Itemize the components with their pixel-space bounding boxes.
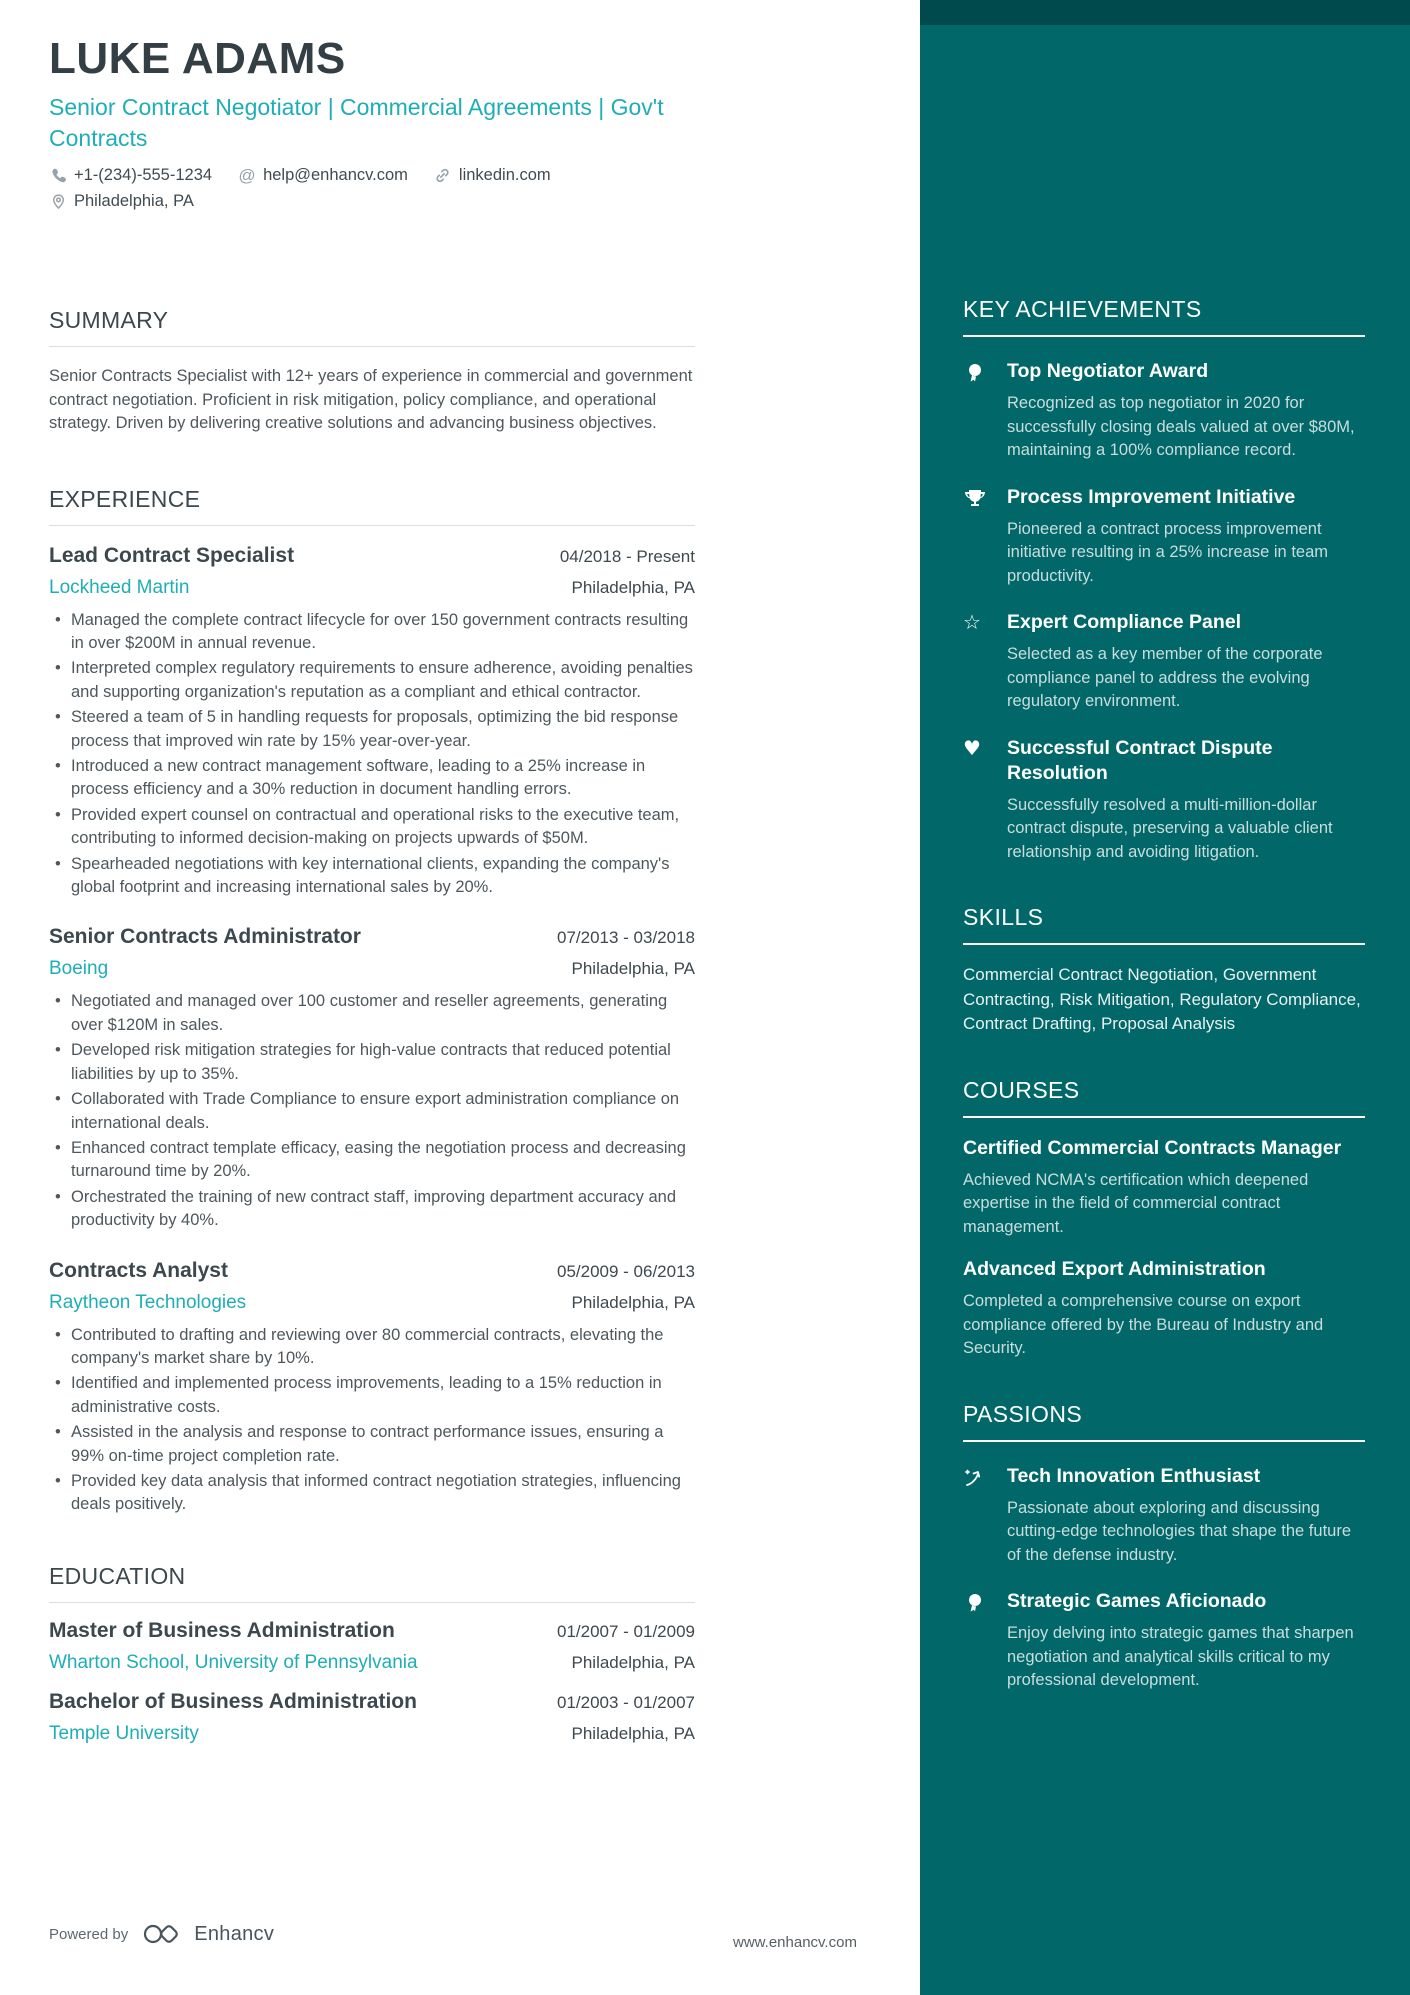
location-item — [49, 192, 194, 211]
enhancv-logo[interactable] — [142, 1922, 180, 1946]
degree-location: Philadelphia, PA — [571, 1723, 695, 1743]
email-address: help@enhancv.com — [263, 166, 408, 185]
achievement-desc: Selected as a key member of the corporate compliance panel to address the evolving regulatory environment. — [1007, 645, 1323, 710]
skills-heading: SKILLS — [963, 904, 1044, 930]
summary-text: Senior Contracts Specialist with 12+ years of experience in commercial and government contract negotiation. Proficient in risk mitigation, policy compliance, and operational strategy. Driven by delivering creative solutions and advancing business objectives. — [49, 367, 693, 433]
section-divider — [49, 525, 695, 526]
location-text: Philadelphia, PA — [74, 192, 194, 211]
bullet: • Negotiated and managed over 100 customer and reseller agreements, generating over $120M in sales. — [49, 990, 695, 1037]
job-entry — [49, 544, 695, 900]
passion-item — [963, 1464, 1365, 1568]
experience-heading: EXPERIENCE — [49, 485, 201, 512]
section-experience — [49, 486, 695, 1517]
powered-by-label: Powered by — [49, 1925, 129, 1943]
passion-item — [963, 1589, 1365, 1693]
bullet: • Steered a team of 5 in handling requests for proposals, optimizing the bid response process that improved win rate by 15% year-over-year. — [49, 706, 695, 753]
games-icon — [963, 1589, 1007, 1693]
star-icon: ☆ — [963, 610, 981, 634]
phone-number: +1-(234)-555-1234 — [74, 166, 213, 185]
job-bullets — [49, 990, 695, 1232]
school-name: Temple University — [49, 1722, 199, 1744]
job-dates: 07/2013 - 03/2018 — [556, 928, 695, 948]
section-key-achievements — [963, 296, 1365, 864]
job-title: Lead Contract Specialist — [49, 543, 295, 567]
heart-icon: ♥ — [963, 735, 981, 760]
achievement-title: Successful Contract Dispute Resolution — [1007, 736, 1273, 784]
medal-icon — [963, 359, 1007, 463]
email-contact[interactable] — [238, 166, 408, 185]
job-entry — [49, 1259, 695, 1517]
achievement-desc: Pioneered a contract process improvement initiative resulting in a 25% increase in team productivity. — [1007, 519, 1329, 585]
degree-title: Bachelor of Business Administration — [49, 1689, 417, 1713]
degree-title: Master of Business Administration — [49, 1618, 395, 1642]
course-title: Certified Commercial Contracts Manager — [963, 1136, 1342, 1159]
degree-dates: 01/2007 - 01/2009 — [556, 1621, 695, 1641]
job-entry — [49, 925, 695, 1232]
section-divider — [963, 943, 1365, 945]
company-name: Boeing — [49, 958, 109, 980]
section-courses — [963, 1077, 1365, 1361]
bullet: • Enhanced contract template efficacy, easing the negotiation process and decreasing turnaround time by 20%. — [49, 1137, 695, 1184]
passion-title: Tech Innovation Enthusiast — [1007, 1464, 1261, 1487]
bullet: • Managed the complete contract lifecycle for over 150 government contracts resulting in over $200M in annual revenue. — [49, 609, 695, 656]
achievement-desc: Recognized as top negotiator in 2020 for successfully closing deals valued at over $80M, maintaining a 100% compliance record. — [1007, 394, 1355, 459]
contact-row — [49, 166, 695, 185]
sidebar-top-strip — [920, 0, 1410, 25]
website-link[interactable]: www.enhancv.com — [733, 1934, 857, 1951]
degree-dates: 01/2003 - 01/2007 — [556, 1692, 695, 1712]
sidebar — [920, 0, 1410, 1995]
section-divider — [49, 1602, 695, 1603]
bullet: • Identified and implemented process improvements, leading to a 15% reduction in administrative costs. — [49, 1372, 695, 1419]
footer-branding — [49, 1922, 274, 1946]
link-icon — [434, 167, 452, 185]
passions-heading: PASSIONS — [963, 1400, 1083, 1427]
course-item — [963, 1136, 1365, 1240]
section-divider — [49, 346, 695, 347]
achievement-desc: Successfully resolved a multi-million-dollar contract dispute, preserving a valuable client relationship and avoiding litigation. — [1007, 795, 1333, 861]
company-name: Lockheed Martin — [49, 576, 190, 598]
linkedin-url: linkedin.com — [458, 166, 551, 185]
achievement-title: Process Improvement Initiative — [1007, 485, 1296, 508]
achievement-item — [963, 485, 1365, 589]
bullet: • Provided expert counsel on contractual and operational risks to the executive team, contributing to informed decision-making on projects upwards of $50M. — [49, 804, 695, 851]
job-title: Contracts Analyst — [49, 1258, 228, 1282]
location-pin-icon — [49, 193, 67, 211]
school-name: Wharton School, University of Pennsylvania — [49, 1651, 418, 1673]
phone-icon — [49, 167, 67, 185]
bullet: • Spearheaded negotiations with key international clients, expanding the company's global footprint and increasing international sales by 20%. — [49, 853, 695, 900]
achievement-title: Expert Compliance Panel — [1007, 611, 1242, 633]
summary-heading: SUMMARY — [49, 307, 169, 334]
bullet: • Developed risk mitigation strategies for high-value contracts that reduced potential liabilities by up to 35%. — [49, 1039, 695, 1086]
job-bullets — [49, 1324, 695, 1517]
section-divider — [963, 1116, 1365, 1118]
degree-location: Philadelphia, PA — [571, 1652, 695, 1672]
course-desc: Achieved NCMA's certification which deepened expertise in the field of commercial contract management. — [963, 1170, 1309, 1236]
passion-desc: Enjoy delving into strategic games that sharpen negotiation and analytical skills critical to my professional development. — [1007, 1624, 1354, 1689]
innovation-arrow-icon — [963, 1464, 1007, 1568]
person-name: LUKE ADAMS — [49, 34, 346, 83]
education-entry — [49, 1690, 695, 1745]
bullet: • Interpreted complex regulatory requirements to ensure adherence, avoiding penalties and supporting organization's reputation as a compliant and ethical contractor. — [49, 657, 695, 704]
bullet: • Introduced a new contract management software, leading to a 25% increase in process efficiency and a 30% reduction in document handling errors. — [49, 755, 695, 802]
at-icon: @ — [238, 165, 256, 185]
bullet: • Assisted in the analysis and response to contract performance issues, ensuring a 99% on-time project completion rate. — [49, 1421, 695, 1468]
job-title: Senior Contracts Administrator — [49, 925, 361, 949]
key-achievements-heading: KEY ACHIEVEMENTS — [963, 296, 1202, 322]
bullet: • Collaborated with Trade Compliance to ensure export administration compliance on international deals. — [49, 1088, 695, 1135]
course-desc: Completed a comprehensive course on export compliance offered by the Bureau of Industry and Security. — [963, 1292, 1324, 1357]
enhancv-brand-text[interactable]: Enhancv — [194, 1922, 275, 1945]
trophy-icon — [963, 485, 1007, 589]
bullet: • Orchestrated the training of new contract staff, improving department accuracy and productivity by 40%. — [49, 1186, 695, 1233]
job-location: Philadelphia, PA — [571, 959, 695, 979]
achievement-item — [963, 736, 1365, 865]
achievement-item — [963, 610, 1365, 714]
section-summary — [49, 307, 695, 436]
section-education — [49, 1563, 695, 1745]
education-heading: EDUCATION — [49, 1562, 186, 1589]
job-dates: 04/2018 - Present — [559, 546, 695, 566]
bullet: • Provided key data analysis that informed contract negotiation strategies, influencing deals positively. — [49, 1470, 695, 1517]
achievement-title: Top Negotiator Award — [1007, 360, 1209, 382]
course-title: Advanced Export Administration — [963, 1258, 1266, 1280]
phone-contact[interactable] — [49, 166, 212, 185]
course-item — [963, 1257, 1365, 1361]
section-divider — [963, 335, 1365, 337]
section-divider — [963, 1440, 1365, 1442]
job-location: Philadelphia, PA — [571, 1292, 695, 1312]
linkedin-contact[interactable] — [434, 166, 551, 185]
company-name: Raytheon Technologies — [49, 1291, 247, 1313]
location-row — [49, 192, 695, 211]
headline: Senior Contract Negotiator | Commercial Agreements | Gov't Contracts — [49, 94, 664, 152]
passion-desc: Passionate about exploring and discussing cutting-edge technologies that shape the future of the defense industry. — [1007, 1498, 1351, 1564]
job-dates: 05/2009 - 06/2013 — [556, 1261, 695, 1281]
job-bullets — [49, 609, 695, 900]
skills-list: Commercial Contract Negotiation, Government Contracting, Risk Mitigation, Regulatory Compliance, Contract Drafting, Proposal Analysis — [963, 965, 1361, 1033]
passion-title: Strategic Games Aficionado — [1007, 1590, 1267, 1612]
achievement-item — [963, 359, 1365, 463]
bullet: • Contributed to drafting and reviewing over 80 commercial contracts, elevating the company's market share by 10%. — [49, 1324, 695, 1371]
section-skills — [963, 904, 1365, 1037]
job-location: Philadelphia, PA — [571, 577, 695, 597]
section-passions — [963, 1401, 1365, 1693]
education-entry — [49, 1619, 695, 1674]
courses-heading: COURSES — [963, 1076, 1080, 1103]
